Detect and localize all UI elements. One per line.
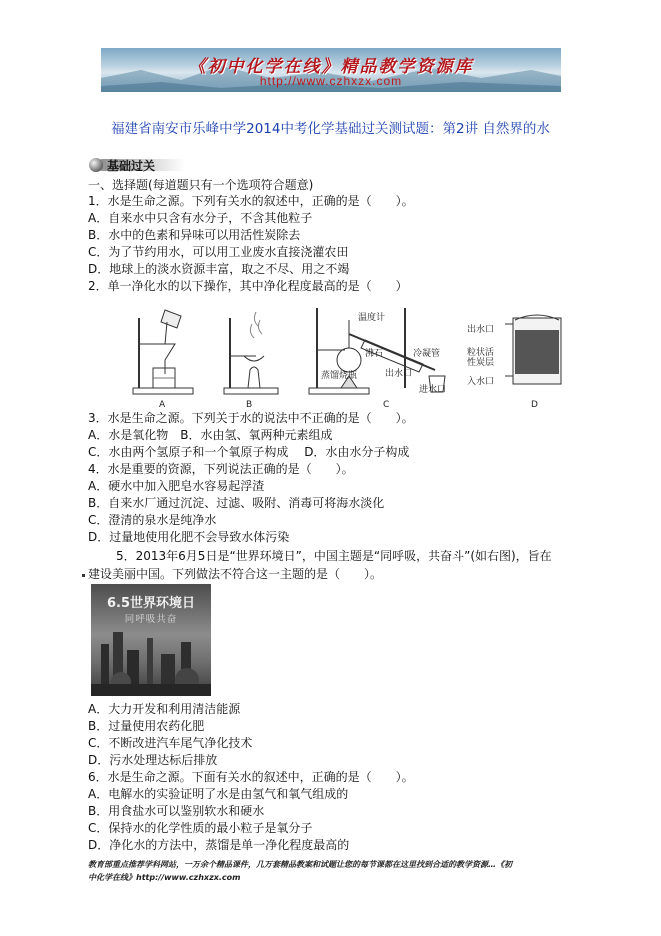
section-badge [87, 156, 187, 174]
banner-url[interactable]: http://www.czhxzx.com [259, 74, 403, 88]
bullet-mark [82, 574, 85, 577]
q4-option-c: C．澄清的泉水是纯净水 [88, 513, 217, 527]
q3-stem: 3．水是生命之源。下列关于水的说法中不正确的是（ ）。 [88, 411, 414, 425]
q2-figures [115, 304, 575, 408]
figure-d-label: D [531, 400, 538, 410]
q5-stem-line1: 5．2013年6月5日是“世界环境日”，中国主题是“同呼吸，共奋斗”(如右图)，旨在 [116, 549, 552, 563]
footer-promo [88, 858, 648, 884]
q4-stem: 4．水是重要的资源，下列说法正确的是（ ）。 [88, 462, 354, 476]
q3-options-cd: C．水由两个氢原子和一个氧原子构成 D．水由水分子构成 [88, 445, 410, 459]
footer-line2[interactable]: 中化学在线》http://www.czhxzx.com [88, 873, 241, 882]
q5-option-c: C．不断改进汽车尾气净化技术 [88, 736, 253, 750]
photo-subtitle: 同呼吸共奋 [124, 614, 178, 625]
q6-option-b: B．用食盐水可以鉴别软水和硬水 [88, 804, 265, 818]
fig-c-zeolite-label: 沸石 [365, 349, 384, 359]
figure-a-filtration [125, 304, 205, 408]
q2-stem: 2．单一净化水的以下操作，其中净化程度最高的是（ ） [88, 279, 408, 293]
q1-stem: 1．水是生命之源。下列有关水的叙述中，正确的是（ ）。 [88, 194, 414, 208]
q6-stem: 6．水是生命之源。下面有关水的叙述中，正确的是（ ）。 [88, 770, 414, 784]
q3-options-ab: A．水是氧化物 B．水由氢、氧两种元素组成 [88, 428, 333, 442]
q5-option-b: B．过量使用农药化肥 [88, 719, 205, 733]
q1-option-b: B．水中的色素和异味可以用活性炭除去 [88, 228, 301, 242]
fig-c-thermometer-label: 温度计 [358, 313, 386, 323]
fig-d-carbon-label: 粒状活性炭层 [467, 348, 495, 368]
figure-d-adsorption [505, 304, 570, 408]
section-label: 基础过关 [107, 159, 156, 173]
part-title: 一、选择题(每道题只有一个选项符合题意) [88, 178, 314, 192]
q1-option-c: C．为了节约用水，可以用工业废水直接浇灌农田 [88, 245, 349, 259]
figure-b-evaporation [220, 304, 290, 408]
fig-c-flask-label: 蒸馏烧瓶 [321, 371, 358, 381]
environment-day-photo [91, 584, 211, 696]
q4-option-a: A．硬水中加入肥皂水容易起浮渣 [88, 479, 265, 493]
q6-option-d: D．净化水的方法中，蒸馏是单一净化程度最高的 [88, 838, 350, 852]
figure-a-label: A [159, 400, 166, 410]
fig-c-inlet-label: 进水口 [419, 385, 447, 395]
badge-ball-icon [89, 158, 103, 172]
q1-option-d: D．地球上的淡水资源丰富，取之不尽、用之不竭 [88, 262, 350, 276]
q6-option-c: C．保持水的化学性质的最小粒子是氧分子 [88, 821, 313, 835]
figure-c-label: C [383, 400, 390, 410]
document-title: 福建省南安市乐峰中学2014中考化学基础过关测试题：第2讲 自然界的水 [111, 121, 550, 137]
q1-option-a: A．自来水中只含有水分子，不含其他粒子 [88, 211, 313, 225]
photo-title: 6.5世界环境日 [106, 596, 196, 611]
q4-option-d: D．过量地使用化肥不会导致水体污染 [88, 530, 290, 544]
fig-c-condenser-label: 冷凝管 [413, 349, 441, 359]
fig-d-outlet-label: 出水口 [467, 325, 495, 335]
q5-stem-line2: 建设美丽中国。下列做法不符合这一主题的是（ ）。 [88, 567, 383, 581]
q4-option-b: B．自来水厂通过沉淀、过滤、吸附、消毒可将海水淡化 [88, 496, 385, 510]
q6-option-a: A．电解水的实验证明了水是由氢气和氧气组成的 [88, 787, 349, 801]
q5-option-a: A．大力开发和利用清洁能源 [88, 702, 241, 716]
fig-c-outlet-label: 出水口 [385, 369, 413, 379]
banner-title: 《初中化学在线》精品教学资源库 [188, 57, 474, 77]
figure-b-label: B [246, 400, 253, 410]
q5-option-d: D．污水处理达标后排放 [88, 753, 218, 767]
site-banner[interactable] [101, 48, 561, 92]
footer-line1: 教育部重点推荐学科网站，一万余个精品课件，几万套精品教案和试题让您的每节课都在这里找到合适的教学资源…《初 [88, 860, 512, 869]
fig-d-inlet-label: 入水口 [467, 377, 495, 387]
